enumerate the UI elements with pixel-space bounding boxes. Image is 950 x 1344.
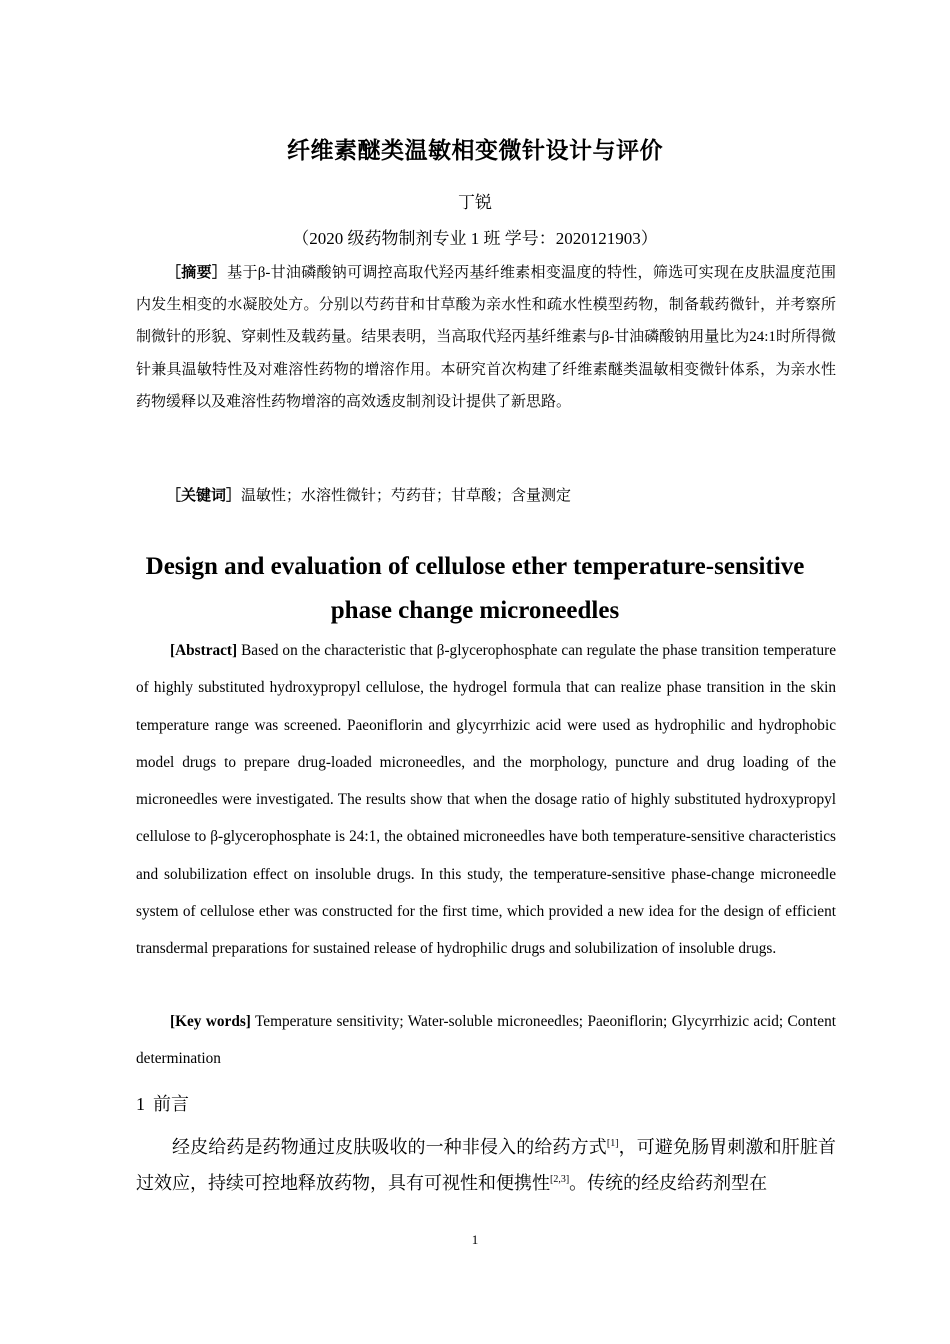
english-keywords: [136, 1003, 836, 1078]
chinese-abstract-label: ［摘要］: [166, 263, 228, 281]
english-title: [0, 545, 950, 633]
intro-text-2: ，可避免肠胃刺激和肝脏首过效应，持续可控地释放药物，具有可视性和便携性: [136, 1137, 837, 1193]
section-number: 1: [136, 1094, 145, 1114]
english-abstract: [136, 632, 836, 968]
introduction-paragraph: [136, 1129, 836, 1201]
author-affiliation: （2020 级药物制剂专业 1 班 学号：2020121903）: [292, 229, 658, 248]
citation-ref-2-3[interactable]: [2,3]: [550, 1174, 570, 1185]
english-keywords-label: [Key words]: [170, 1013, 251, 1030]
chinese-keywords: [136, 481, 836, 510]
english-title-text: Design and evaluation of cellulose ether temperature-sensitive phase change microneedles: [145, 553, 805, 624]
page-number: 1: [471, 1232, 479, 1247]
english-keywords-text: Temperature sensitivity; Water-soluble microneedles; Paeoniflorin; Glycyrrhizic acid; Content determination: [136, 1013, 836, 1068]
section-heading-introduction: [136, 1090, 836, 1118]
intro-text-3: 。传统的经皮给药剂型在: [569, 1173, 768, 1193]
intro-text-1: 经皮给药是药物通过皮肤吸收的一种非侵入的给药方式: [172, 1137, 607, 1157]
english-abstract-text: Based on the characteristic that β-glycerophosphate can regulate the phase transition temperature of highly substituted hydroxypropyl cellulose, the hydrogel formula that can realize phase transition in the skin temperature range was screened. Paeoniflorin and glycyrrhizic acid were used as hydrophilic and hydrophobic model drugs to prepare drug-loaded microneedles, and the morphology, puncture and drug loading of the microneedles were investigated. The results show that when the dosage ratio of highly substituted hydroxypropyl cellulose to β-glycerophosphate is 24:1, the obtained microneedles have both temperature-sensitive characteristics and solubilization effect on insoluble drugs. In this study, the temperature-sensitive phase-change microneedle system of cellulose ether was constructed for the first time, which provided a new idea for the design of efficient transdermal preparations for sustained release of hydrophilic drugs and solubilization of insoluble drugs.: [136, 642, 836, 958]
chinese-title: 纤维素醚类温敏相变微针设计与评价: [287, 138, 663, 164]
section-title: 前言: [153, 1094, 189, 1114]
chinese-keywords-label: ［关键词］: [166, 486, 242, 504]
english-abstract-label: [Abstract]: [170, 642, 238, 659]
chinese-abstract: [136, 256, 836, 418]
chinese-keywords-text: 温敏性；水溶性微针；芍药苷；甘草酸；含量测定: [241, 488, 572, 504]
chinese-abstract-text: 基于β-甘油磷酸钠可调控高取代羟丙基纤维素相变温度的特性，筛选可实现在皮肤温度范围内发生相变的水凝胶处方。分别以芍药苷和甘草酸为亲水性和疏水性模型药物，制备载药微针，并考察所制微针的形貌、穿刺性及载药量。结果表明，当高取代羟丙基纤维素与β-甘油磷酸钠用量比为24:1时所得微针兼具温敏特性及对难溶性药物的增溶作用。本研究首次构建了纤维素醚类温敏相变微针体系，为亲水性药物缓释以及难溶性药物增溶的高效透皮制剂设计提供了新思路。: [136, 265, 836, 410]
author-name: 丁锐: [458, 193, 492, 213]
citation-ref-1[interactable]: [1]: [606, 1138, 619, 1149]
